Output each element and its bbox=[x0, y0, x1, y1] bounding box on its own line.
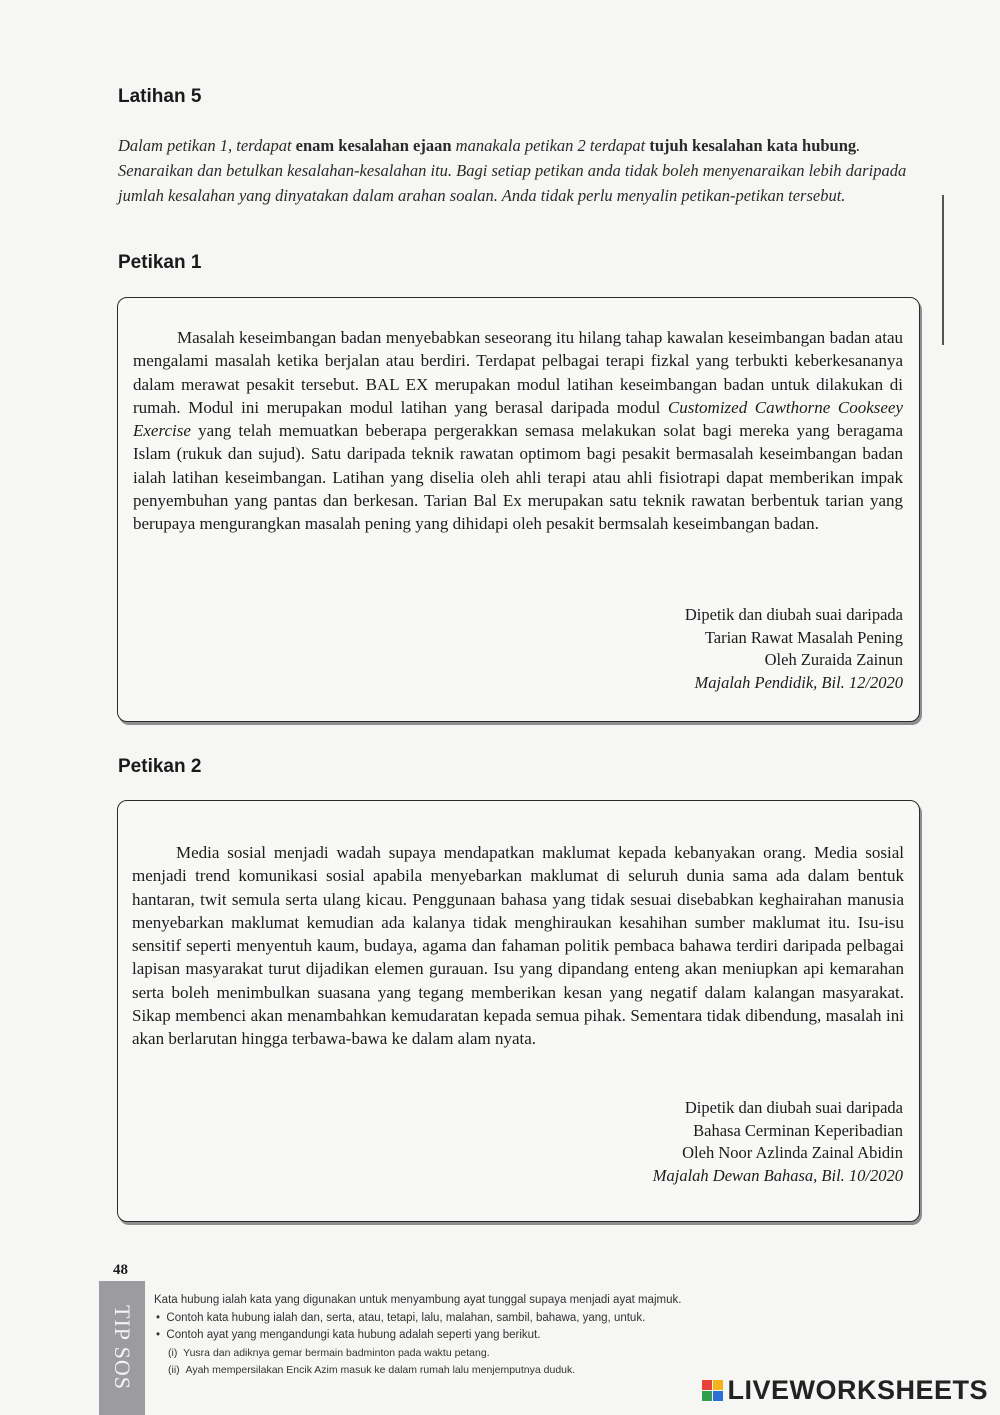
bullet-text: Contoh ayat yang mengandungi kata hubung adalah seperti yang berikut. bbox=[166, 1329, 541, 1341]
exercise-title: Latihan 5 bbox=[118, 86, 202, 107]
petikan2-source bbox=[653, 1097, 903, 1187]
instructions-part: manakala petikan 2 terdapat bbox=[451, 136, 650, 155]
passage-text: yang telah memuatkan beberapa pergerakkan semasa melakukan solat bagi mereka yang beragama Islam (rukuk dan sujud). Satu daripada teknik rawatan optimom bagi pesakit bermasalah keseimbangan badan ialah latihan keseimbangan. Latihan yang diselia oleh ahli terapi atau ahli fisiotrapi dapat memberikan impak penyembuhan yang pantas dan berkesan. Tarian Bal Ex merupakan satu teknik rawatan berbentuk tarian yang berupaya mengurangkan masalah pening yang dihidapi oleh pesakit bermsalah keseimbangan badan. bbox=[133, 421, 903, 534]
source-author: Oleh Noor Azlinda Zainal Abidin bbox=[682, 1143, 903, 1162]
source-title: Bahasa Cerminan Keperibadian bbox=[693, 1120, 903, 1140]
source-title: Tarian Rawat Masalah Pening bbox=[704, 627, 903, 647]
instructions-part: . Senaraikan dan betulkan kesalahan-kesalahan itu. Bagi setiap petikan anda tidak boleh menyenaraikan lebih daripada jumlah kesalahan yang dinyatakan dalam arahan soalan. Anda tidak perlu menyalin petikan-petikan tersebut. bbox=[118, 136, 907, 205]
brand-name: LIVEWORKSHEETS bbox=[727, 1375, 988, 1405]
source-line: Dipetik dan diubah suai daripada bbox=[684, 1098, 903, 1117]
passage-text: Masalah keseimbangan badan menyebabkan seseorang itu hilang tahap kawalan keseimbangan badan atau mengalami masalah ketika berjalan atau berdiri. Terdapat pelbagai terapi fizkal yang terbukti keberkesananya dalam merawat pesakit tersebut. BAL EX merupakan modul latihan keseimbangan badan untuk dilakukan di rumah. Modul ini merupakan modul latihan yang berasal daripada modul bbox=[133, 328, 903, 417]
example-text: Yusra dan adiknya gemar bermain badminton pada waktu petang. bbox=[183, 1346, 490, 1359]
instructions-part: Dalam petikan 1, terdapat bbox=[118, 136, 296, 155]
bullet-icon: • bbox=[156, 1329, 167, 1341]
source-publication: Majalah Pendidik, Bil. 12/2020 bbox=[694, 672, 903, 692]
petikan2-passage: Media sosial menjadi wadah supaya mendapatkan maklumat kepada kebanyakan orang. Media sosial menjadi trend komunikasi sosial apabila menyebarkan maklumat di seluruh dunia sama ada dalam bentuk hantaran, twit semula serta ulang kicau. Penggunaan bahasa yang tidak sesuai disebabkan keghairahan manusia menyebarkan maklumat kemudian ada kalanya tidak menghiraukan kesahihan sumber maklumat itu. Isu-isu sensitif seperti menyentuh kaum, budaya, agama dan fahaman politik pembaca bahawa terdiri daripada pelbagai lapisan masyarakat turut dijadikan elemen gurauan. Isu yang dipandang enteng akan meniupkan api kemarahan serta boleh menimbulkan suasana yang tegang memberikan kesan yang negatif dalam kalangan masyarakat. Sikap membenci akan menambahkan kemudaratan kepada semua pihak. Sementara tidak dibendung, masalah ini akan berlarutan hingga terbawa-bawa ke dalam alam nyata. bbox=[132, 843, 904, 1049]
page-number: 48 bbox=[113, 1262, 128, 1278]
instructions-emphasis: enam kesalahan ejaan bbox=[295, 136, 452, 155]
tip-sos-strip bbox=[99, 1281, 145, 1415]
bullet-text: Contoh kata hubung ialah dan, serta, atau, tetapi, lalu, malahan, sambil, bahawa, yang, untuk. bbox=[166, 1311, 646, 1324]
note-title: Kata hubung ialah kata yang digunakan untuk menyambung ayat tunggal supaya menjadi ayat majmuk. bbox=[154, 1294, 682, 1306]
source-line: Dipetik dan diubah suai daripada bbox=[684, 605, 903, 624]
source-publication: Majalah Dewan Bahasa, Bil. 10/2020 bbox=[652, 1165, 903, 1185]
exercise-instructions bbox=[118, 133, 918, 208]
source-author: Oleh Zuraida Zainun bbox=[764, 650, 903, 669]
petikan1-source bbox=[685, 604, 903, 694]
note-example bbox=[154, 1345, 854, 1363]
petikan1-box bbox=[117, 297, 920, 722]
petikan2-box bbox=[117, 800, 920, 1222]
margin-rule bbox=[942, 195, 944, 345]
bullet-icon: • bbox=[156, 1311, 167, 1324]
passage-text-italic: Customized Cawthorne Cookseey Exercise bbox=[133, 397, 903, 441]
petikan1-heading: Petikan 1 bbox=[118, 252, 202, 273]
example-number: (i) bbox=[168, 1346, 178, 1359]
petikan1-passage bbox=[133, 326, 903, 536]
petikan2-heading: Petikan 2 bbox=[118, 756, 202, 777]
instructions-emphasis: tujuh kesalahan kata hubung bbox=[649, 136, 857, 155]
liveworksheets-logo[interactable] bbox=[702, 1375, 988, 1406]
note-bullet bbox=[154, 1327, 854, 1345]
liveworksheets-icon bbox=[702, 1380, 723, 1401]
tip-sos-label: TIP SOS bbox=[110, 1305, 135, 1391]
example-number: (ii) bbox=[168, 1364, 180, 1376]
tip-notes bbox=[154, 1292, 854, 1380]
note-bullet bbox=[154, 1310, 854, 1328]
example-text: Ayah mempersilakan Encik Azim masuk ke dalam rumah lalu menjemputnya duduk. bbox=[185, 1364, 576, 1376]
